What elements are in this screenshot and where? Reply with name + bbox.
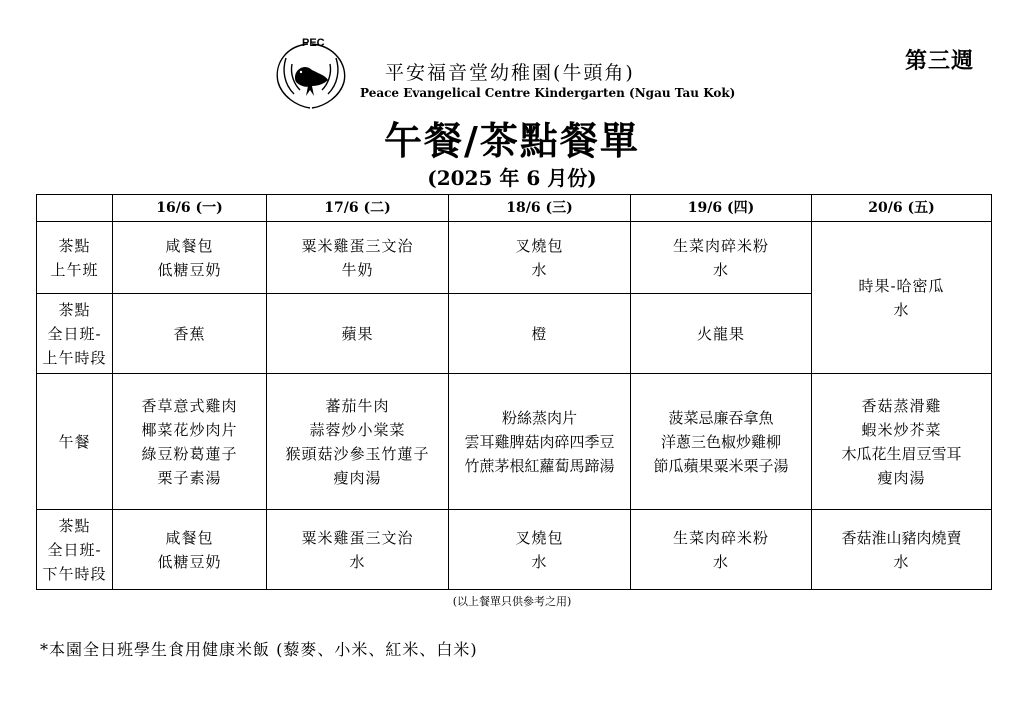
page-title: 午餐/茶點餐單 (384, 118, 640, 163)
menu-cell: 生菜肉碎米粉 水 (631, 222, 812, 294)
menu-cell: 橙 (449, 294, 631, 374)
menu-cell-merged: 時果-哈密瓜 水 (812, 222, 992, 374)
logo-lettering: PEC (302, 37, 325, 49)
row-label: 午餐 (37, 374, 113, 510)
menu-cell: 香蕉 (113, 294, 267, 374)
menu-cell: 菠菜忌廉吞拿魚 洋蔥三色椒炒雞柳 節瓜蘋果粟米栗子湯 (631, 374, 812, 510)
menu-cell: 蘋果 (267, 294, 449, 374)
school-logo (268, 30, 354, 114)
menu-cell: 香菇蒸滑雞 蝦米炒芥菜 木瓜花生眉豆雪耳 瘦肉湯 (812, 374, 992, 510)
footnote: *本園全日班學生食用健康米飯 (藜麥、小米、紅米、白米) (40, 640, 478, 659)
table-row (37, 510, 992, 590)
header-row (37, 195, 992, 222)
page-subtitle: (2025 年 6 月份) (427, 166, 597, 190)
menu-cell: 咸餐包 低糖豆奶 (113, 510, 267, 590)
menu-cell: 咸餐包 低糖豆奶 (113, 222, 267, 294)
menu-cell: 叉燒包 水 (449, 222, 631, 294)
school-name-english: Peace Evangelical Centre Kindergarten (Ngau Tau Kok) (360, 86, 736, 100)
menu-cell: 香菇淮山豬肉燒賣 水 (812, 510, 992, 590)
day-header: 16/6 (一) (113, 195, 267, 222)
day-header: 18/6 (三) (449, 195, 631, 222)
table-row (37, 374, 992, 510)
menu-cell: 火龍果 (631, 294, 812, 374)
menu-cell: 粟米雞蛋三文治 水 (267, 510, 449, 590)
corner-cell (37, 195, 113, 222)
row-label: 茶點 全日班- 下午時段 (37, 510, 113, 590)
day-header: 19/6 (四) (631, 195, 812, 222)
menu-cell: 生菜肉碎米粉 水 (631, 510, 812, 590)
school-name-chinese: 平安福音堂幼稚園(牛頭角) (385, 62, 635, 84)
menu-cell: 粟米雞蛋三文治 牛奶 (267, 222, 449, 294)
week-label: 第三週 (905, 48, 975, 74)
day-header: 20/6 (五) (812, 195, 992, 222)
menu-cell: 粉絲蒸肉片 雲耳雞脾菇肉碎四季豆 竹蔗茅根紅蘿蔔馬蹄湯 (449, 374, 631, 510)
row-label: 茶點 全日班- 上午時段 (37, 294, 113, 374)
day-header: 17/6 (二) (267, 195, 449, 222)
menu-table (36, 194, 992, 590)
menu-cell: 香草意式雞肉 椰菜花炒肉片 綠豆粉葛蓮子 栗子素湯 (113, 374, 267, 510)
menu-cell: 蕃茄牛肉 蒜蓉炒小棠菜 猴頭菇沙參玉竹蓮子 瘦肉湯 (267, 374, 449, 510)
row-label: 茶點 上午班 (37, 222, 113, 294)
reference-note: (以上餐單只供參考之用) (452, 595, 572, 608)
table-row (37, 222, 992, 294)
menu-cell: 叉燒包 水 (449, 510, 631, 590)
